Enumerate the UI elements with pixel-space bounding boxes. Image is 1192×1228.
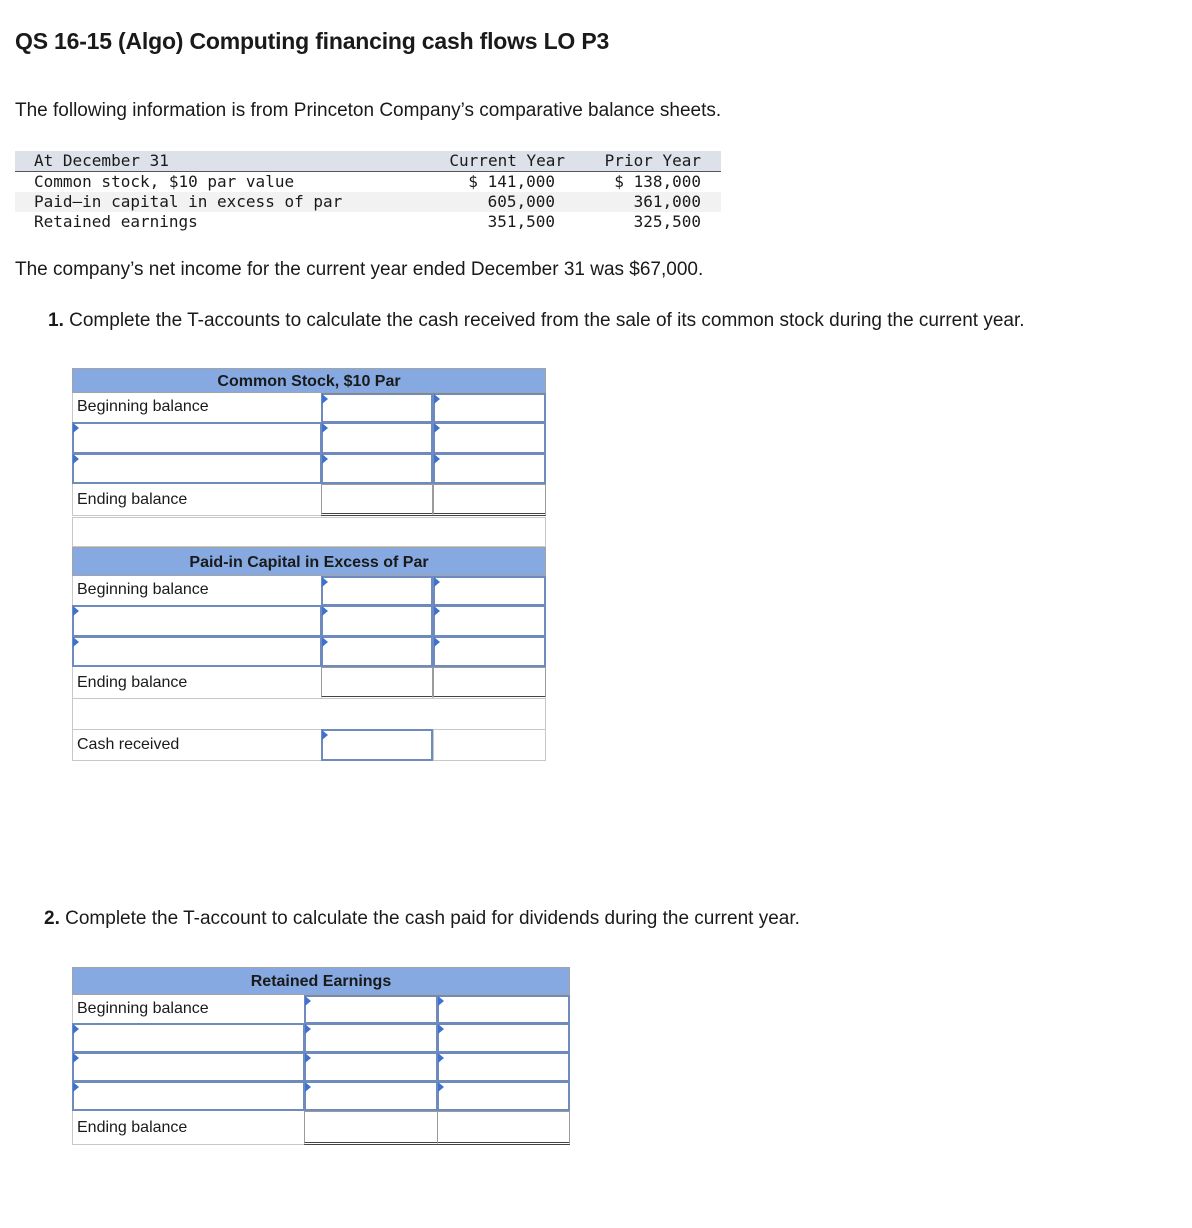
ending-balance-label: Ending balance bbox=[72, 484, 322, 516]
spacer-row bbox=[72, 517, 546, 547]
account-name-input[interactable] bbox=[72, 636, 322, 667]
account-name-input[interactable] bbox=[72, 1023, 305, 1053]
net-income-text: The company’s net income for the current year ended December 31 was $67,000. bbox=[15, 259, 704, 280]
row-label: Common stock, $10 par value bbox=[34, 172, 295, 191]
row-label: Retained earnings bbox=[34, 212, 198, 231]
balance-sheet-row bbox=[15, 212, 721, 232]
credit-input[interactable] bbox=[433, 576, 546, 606]
t-account-title: Paid-in Capital in Excess of Par bbox=[72, 547, 546, 576]
row-current: 605,000 bbox=[487, 192, 555, 211]
ending-debit-input[interactable] bbox=[321, 484, 433, 516]
beginning-balance-label: Beginning balance bbox=[72, 576, 322, 606]
row-prior: $ 138,000 bbox=[614, 172, 701, 191]
row-current: 351,500 bbox=[487, 212, 555, 231]
question-2-number: 2. bbox=[44, 908, 60, 929]
t-account-title: Common Stock, $10 Par bbox=[72, 368, 546, 393]
debit-input[interactable] bbox=[304, 1081, 438, 1111]
row-prior: 325,500 bbox=[633, 212, 701, 231]
ending-debit-input[interactable] bbox=[304, 1111, 438, 1145]
header-label: At December 31 bbox=[34, 151, 169, 170]
question-1-number: 1. bbox=[48, 310, 64, 331]
ending-debit-input[interactable] bbox=[321, 667, 433, 699]
credit-input[interactable] bbox=[433, 636, 546, 667]
ending-credit-input[interactable] bbox=[433, 667, 546, 699]
intro-text: The following information is from Princeton Company’s comparative balance sheets. bbox=[15, 100, 722, 121]
account-name-input[interactable] bbox=[72, 1081, 305, 1111]
account-name-input[interactable] bbox=[72, 453, 322, 484]
balance-sheet-table bbox=[15, 151, 721, 232]
debit-input[interactable] bbox=[321, 422, 433, 454]
row-current: $ 141,000 bbox=[468, 172, 555, 191]
credit-input[interactable] bbox=[433, 422, 546, 454]
ending-balance-label: Ending balance bbox=[72, 1111, 305, 1145]
balance-sheet-header bbox=[15, 151, 721, 172]
credit-input[interactable] bbox=[433, 453, 546, 484]
cash-received-input[interactable] bbox=[321, 729, 433, 761]
debit-input[interactable] bbox=[321, 453, 433, 484]
beginning-balance-label: Beginning balance bbox=[72, 995, 305, 1024]
empty-cell bbox=[433, 729, 546, 761]
account-name-input[interactable] bbox=[72, 422, 322, 454]
t-account-common-stock bbox=[72, 368, 546, 518]
credit-input[interactable] bbox=[437, 995, 570, 1024]
credit-input[interactable] bbox=[433, 393, 546, 423]
credit-input[interactable] bbox=[437, 1023, 570, 1053]
ending-credit-input[interactable] bbox=[437, 1111, 570, 1145]
t-account-paid-in-capital bbox=[72, 547, 546, 762]
question-1-text: Complete the T-accounts to calculate the cash received from the sale of its common stock during the current year. bbox=[69, 310, 1025, 331]
ending-credit-input[interactable] bbox=[433, 484, 546, 516]
credit-input[interactable] bbox=[437, 1052, 570, 1082]
page-title: QS 16-15 (Algo) Computing financing cash flows LO P3 bbox=[15, 28, 610, 54]
beginning-balance-label: Beginning balance bbox=[72, 393, 322, 423]
debit-input[interactable] bbox=[321, 393, 433, 423]
credit-input[interactable] bbox=[433, 605, 546, 637]
debit-input[interactable] bbox=[321, 636, 433, 667]
debit-input[interactable] bbox=[321, 605, 433, 637]
ending-balance-label: Ending balance bbox=[72, 667, 322, 699]
header-prior: Prior Year bbox=[604, 151, 701, 170]
cash-received-label: Cash received bbox=[72, 729, 322, 761]
debit-input[interactable] bbox=[304, 1052, 438, 1082]
header-current: Current Year bbox=[449, 151, 565, 170]
question-1 bbox=[48, 310, 1025, 332]
balance-sheet-row bbox=[15, 192, 721, 212]
debit-input[interactable] bbox=[304, 995, 438, 1024]
credit-input[interactable] bbox=[437, 1081, 570, 1111]
account-name-input[interactable] bbox=[72, 1052, 305, 1082]
debit-input[interactable] bbox=[321, 576, 433, 606]
t-account-title: Retained Earnings bbox=[72, 967, 570, 995]
debit-input[interactable] bbox=[304, 1023, 438, 1053]
account-name-input[interactable] bbox=[72, 605, 322, 637]
question-2-text: Complete the T-account to calculate the cash paid for dividends during the current year. bbox=[65, 908, 800, 929]
question-2 bbox=[44, 908, 800, 930]
spacer-row bbox=[72, 698, 546, 730]
row-label: Paid–in capital in excess of par bbox=[34, 192, 343, 211]
t-account-retained-earnings bbox=[72, 967, 570, 1147]
balance-sheet-row bbox=[15, 172, 721, 192]
row-prior: 361,000 bbox=[633, 192, 701, 211]
